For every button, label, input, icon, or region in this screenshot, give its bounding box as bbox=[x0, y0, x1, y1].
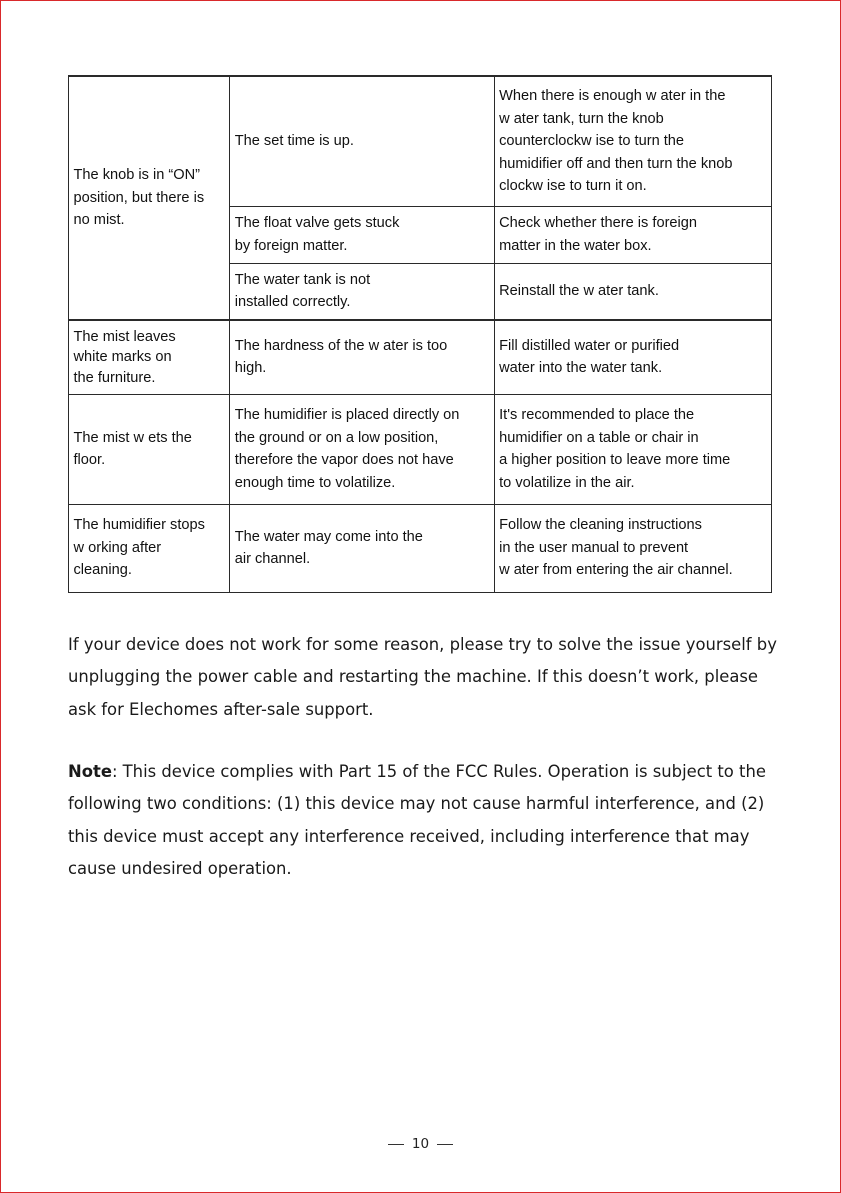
problem-cell bbox=[69, 504, 230, 592]
right-dash bbox=[437, 1144, 453, 1145]
solution-text: When there is enough w ater in the w ater tank, turn the knob counterclockw ise to turn the humidifier off and then turn the knob clockw ise to turn it on. bbox=[499, 88, 733, 194]
solution-cell bbox=[494, 394, 771, 504]
problem-text: The mist w ets the floor. bbox=[73, 429, 192, 468]
cause-cell bbox=[230, 504, 494, 592]
cause-text: The float valve gets stuck by foreign matter. bbox=[234, 215, 400, 254]
problem-cell bbox=[69, 76, 230, 320]
left-dash bbox=[388, 1144, 404, 1145]
solution-cell bbox=[494, 320, 771, 394]
note-text: : This device complies with Part 15 of the FCC Rules. Operation is subject to the following two conditions: (1) this device may not cause harmful interference, and (2) this device must accept any interference received, including interference that may cause undesired operation. bbox=[68, 762, 766, 878]
solution-text: Fill distilled water or purified water into the water tank. bbox=[499, 337, 680, 377]
problem-text: The humidifier stops w orking after cleaning. bbox=[73, 517, 205, 579]
troubleshooting-table bbox=[68, 75, 772, 593]
cause-cell bbox=[230, 320, 494, 394]
support-paragraph: If your device does not work for some reason, please try to solve the issue yourself by unplugging the power cable and restarting the machine. If this doesn’t work, please ask for Elechomes after-sale support. bbox=[68, 635, 777, 719]
cause-cell bbox=[230, 76, 494, 206]
problem-cell bbox=[69, 320, 230, 394]
table-row bbox=[69, 320, 772, 394]
cause-text: The set time is up. bbox=[234, 133, 354, 149]
solution-text: Reinstall the w ater tank. bbox=[499, 283, 659, 299]
solution-cell bbox=[494, 76, 771, 206]
problem-cell bbox=[69, 394, 230, 504]
table-row bbox=[69, 504, 772, 592]
solution-cell bbox=[494, 263, 771, 320]
solution-text: Follow the cleaning instructions in the user manual to prevent w ater from entering the air channel. bbox=[499, 517, 733, 579]
note-label: Note bbox=[68, 762, 112, 781]
cause-text: The water tank is not installed correctly. bbox=[234, 271, 371, 311]
cause-text: The humidifier is placed directly on the ground or on a low position, therefore the vapor does not have enough time to volatilize. bbox=[234, 407, 460, 491]
cause-cell bbox=[230, 263, 494, 320]
solution-text: It's recommended to place the humidifier on a table or chair in a higher position to leave more time to volatilize in the air. bbox=[499, 407, 731, 491]
cause-cell bbox=[230, 206, 494, 263]
table-row bbox=[69, 394, 772, 504]
page-number: 10 bbox=[411, 1136, 430, 1152]
cause-cell bbox=[230, 394, 494, 504]
page-number-footer bbox=[0, 1136, 841, 1152]
fcc-note-paragraph bbox=[68, 756, 778, 885]
table-row bbox=[69, 76, 772, 206]
problem-text: The mist leaves white marks on the furniture. bbox=[73, 328, 176, 386]
solution-text: Check whether there is foreign matter in the water box. bbox=[499, 215, 698, 254]
cause-text: The water may come into the air channel. bbox=[234, 528, 423, 567]
problem-text: The knob is in “ON” position, but there is no mist. bbox=[73, 167, 205, 229]
cause-text: The hardness of the w ater is too high. bbox=[234, 337, 448, 377]
solution-cell bbox=[494, 206, 771, 263]
solution-cell bbox=[494, 504, 771, 592]
